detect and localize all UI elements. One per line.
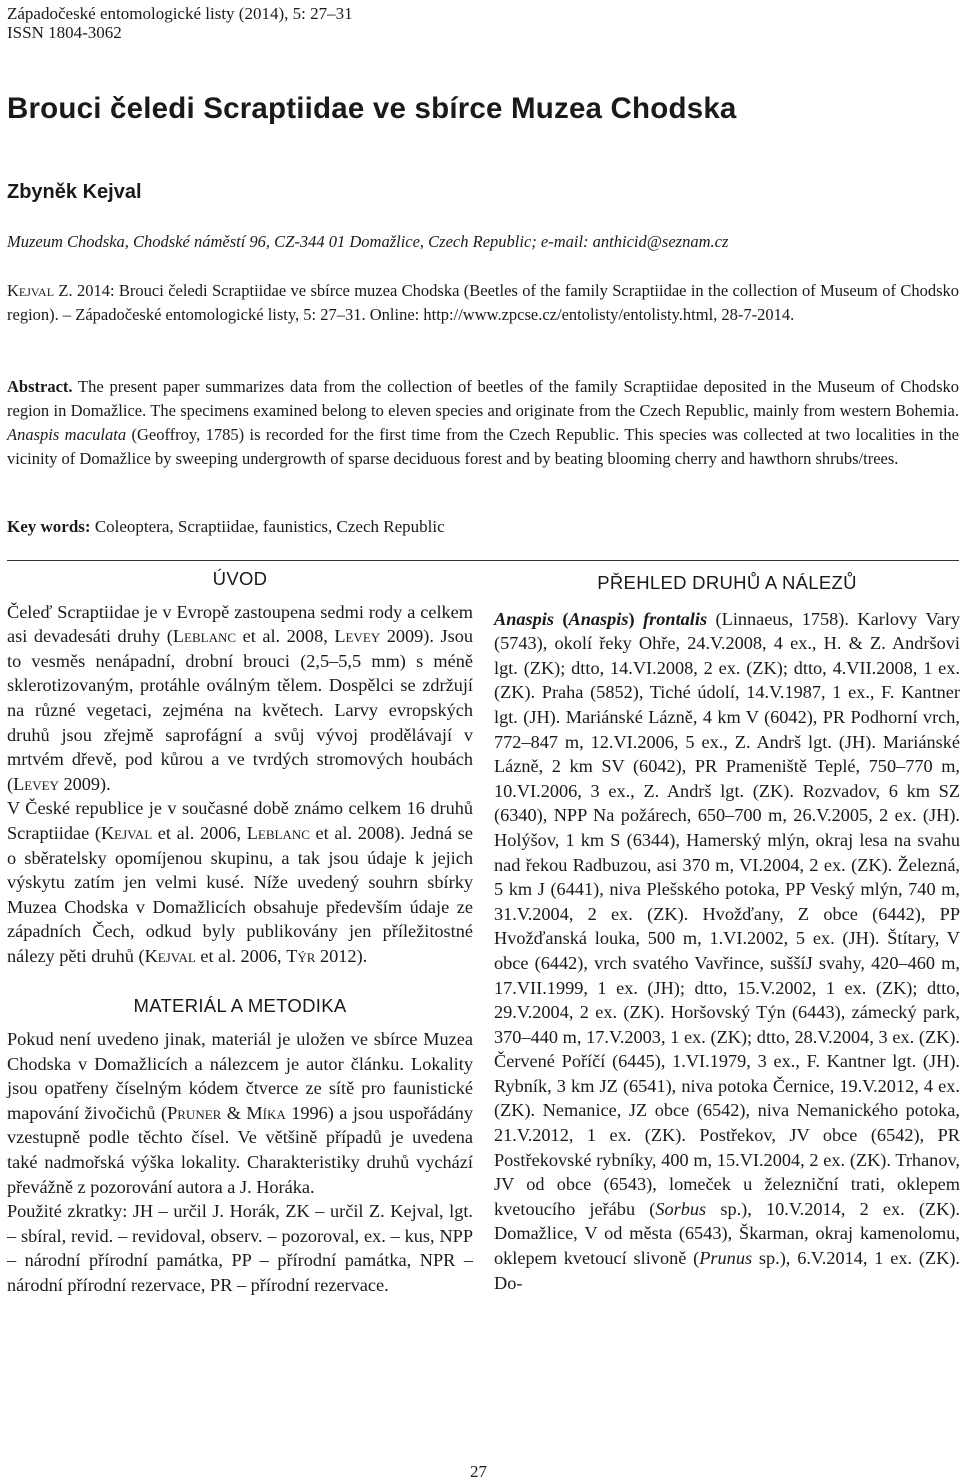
methods-p1-amp: & (221, 1102, 247, 1123)
records-text-3: sp.), 6.V.2014, 1 ex. (ZK). Do- (494, 1248, 960, 1293)
intro-p1-text-c: 2009). Jsou to vesměs nenápadní, drobní brouci (2,5–5,5 mm) s méně sklerotizovaným, protáhle oválným tělem. Dospělci se zdržují na různé vegetaci, zejména na květech. Larvy evropských druhů jsou zřejmě saprofágní a svůj vývoj prodělávají v mrtvém dřevě, pod kůrou a ve tvrdých stromových houbách ( (7, 626, 473, 794)
journal-header (7, 4, 353, 42)
records-text-1: (Linnaeus, 1758). Karlovy Vary (5743), okolí řeky Ohře, 24.V.2008, 4 ex., H. & Z. Andršovi lgt. (ZK); dtto, 14.VI.2008, 2 ex. (ZK); dtto, 4.VII.2008, 1 ex. (ZK). Praha (5852), Tiché údolí, 14.V.1987, 1 ex., F. Kantner lgt. (JH). Mariánské Lázně, 4 km V (6042), PR Podhorní vrch, 772–847 m, 12.VI.2006, 5 ex., Z. Andrš lgt. (JH). Mariánské Lázně, 2 km SV (6042), PR Prameniště Teplé, 750–770 m, 10.VI.2006, 3 ex., Z. Andrš lgt. (ZK). Rozvadov, 6 km SZ (6340), NPP Na požárech, 650–700 m, 26.V.2005, 2 ex. (JH). Holýšov, 1 km S (6344), Hamerský mlýn, okraj lesa na svahu nad řekou Radbuzou, asi 370 m, VI.2004, 2 ex. (ZK). Železná, 5 km J (6441), niva Plešského potoka, PP Veský mlýn, 740 m, 31.V.2004, 2 ex. (ZK). Hvožďany, Z obce (6442), PP Hvožďanská louka, 500 m, 1.VI.2002, 5 ex. (JH). Štítary, V obce (6442), vrch svatého Vavřince, suššíJ svahy, 420–460 m, 17.VII.1999, 1 ex. (JH); dtto, 15.V.2002, 1 ex. (ZK); dtto, 29.V.2004, 2 ex. (ZK). Horšovský Týn (6443), zámecký park, 370–440 m, 17.V.2003, 1 ex. (ZK); dtto, 28.V.2004, 3 ex. (ZK). Červené Poříčí (6445), 1.VI.1979, 3 ex., F. Kantner lgt. (JH). Rybník, 3 km JZ (6541), niva potoka Černice, 19.V.2012, 4 ex. (ZK). Nemanice, JZ obce (6542), niva Nemanického potoka, 21.V.2012, 1 ex. (ZK). Postřekov, JV obce (6542), PR Postřekovské rybníky, 400 m, 15.VI.2004, 2 ex. (ZK). Trhanov, JV od obce (6543), lomeček u železniční trati, oklepem kvetoucího jeřábu ( (494, 608, 960, 1219)
intro-p1-text-d: 2009). (58, 773, 111, 794)
right-column (494, 560, 960, 1295)
methods-paragraph-1 (7, 1027, 473, 1199)
ref-leblanc: Leblanc (246, 822, 310, 843)
intro-paragraph-1 (7, 600, 473, 797)
plant-prunus: Prunus (699, 1248, 753, 1269)
ref-mika: Míka (246, 1102, 286, 1123)
abstract-species: Anaspis maculata (7, 425, 127, 444)
citation-author: Kejval (7, 281, 55, 300)
species-paren-open: ( (553, 608, 569, 629)
overview-heading: PŘEHLED DRUHŮ A NÁLEZŮ (597, 572, 857, 593)
author-name: Zbyněk Kejval (7, 181, 142, 203)
intro-paragraph-2 (7, 796, 473, 968)
species-epithet: frontalis (643, 608, 708, 629)
intro-heading: ÚVOD (212, 568, 268, 589)
abstract-label: Abstract. (7, 377, 73, 396)
intro-p2-text-e: 2012). (315, 945, 368, 966)
ref-levey: Levey (13, 773, 59, 794)
citation-text: Z. 2014: Brouci čeledi Scraptiidae ve sbírce muzea Chodska (Beetles of the family Scraptiidae in the collection of Museum of Chodsko region). – Západočeské entomologické listy, 5: 27–31. Online: http://www.zpcse.cz/entolisty/entolisty.html, 28-7-2014. (7, 281, 959, 324)
abstract (7, 375, 959, 471)
keywords-label: Key words: (7, 517, 91, 536)
ref-pruner: Pruner (167, 1102, 222, 1123)
keywords-text: Coleoptera, Scraptiidae, faunistics, Czech Republic (90, 517, 445, 536)
author-affiliation: Muzeum Chodska, Chodské náměstí 96, CZ-344 01 Domažlice, Czech Republic; e-mail: anthicid@seznam.cz (7, 232, 729, 251)
intro-p1-text-b: et al. 2008, (236, 626, 335, 647)
species-paren-close: ) (628, 608, 644, 629)
methods-paragraph-2: Použité zkratky: JH – určil J. Horák, ZK – určil Z. Kejval, lgt. – sbíral, revid. – revidoval, observ. – pozoroval, ex. – kus, NPP – národní přírodní památka, PP – přírodní památka, NPR – národní přírodní rezervace, PR – přírodní rezervace. (7, 1201, 473, 1296)
left-column (7, 560, 473, 1298)
methods-p1-text-a: Pokud není uvedeno jinak, materiál je uložen ve sbírce Muzea Chodska v Domažlicích a nálezcem je autor článku. Lokality jsou opatřeny číselným kódem čtverce ze sítě pro faunistické mapování živočichů ( (7, 1029, 473, 1123)
methods-p1-text-b: 1996) a jsou uspořádány vzestupně podle těchto čísel. Ve většině případů je uvedena také nadmořská výška lokality. Charakteristiky druhů vychází převážně z pozorování autora a J. Horáka. (7, 1102, 473, 1197)
issn-line: ISSN 1804-3062 (7, 23, 122, 42)
ref-levey: Levey (334, 626, 381, 647)
ref-kejval: Kejval (100, 822, 153, 843)
article-title: Brouci čeledi Scraptiidae ve sbírce Muzea Chodska (7, 92, 737, 125)
journal-citation-line: Západočeské entomologické listy (2014), 5: 27–31 (7, 4, 353, 23)
bibliographic-citation (7, 279, 959, 327)
ref-kejval: Kejval (144, 945, 196, 966)
intro-p2-text-a: V České republice je v současné době známo celkem 16 druhů Scraptiidae ( (7, 798, 473, 843)
intro-p2-text-c: et al. 2008). Jedná se o sběratelsky opomíjenou skupinu, a tak jsou údaje k jejich výskytu zatím jen velmi kusé. Níže uvedený souhrn sbírky Muzea Chodska v Domažlicích obsahuje především údaje ze západních Čech, odkud byly publikovány jen příležitostné nálezy pěti druhů ( (7, 822, 473, 966)
abstract-text-2: (Geoffroy, 1785) is recorded for the first time from the Czech Republic. This species was collected at two localities in the vicinity of Domažlice by sweeping undergrowth of sparse deciduous forest and by beating blooming cherry and hawthorn shrubs/trees. (7, 425, 959, 468)
keywords (7, 517, 445, 537)
ref-tyr: Týr (286, 945, 316, 966)
abstract-text-1: The present paper summarizes data from the collection of beetles of the family Scraptiidae deposited in the Museum of Chodsko region in Domažlice. The specimens examined belong to eleven species and originate from the Czech Republic, mainly from western Bohemia. (7, 377, 959, 420)
page-number: 27 (470, 1462, 487, 1481)
plant-sorbus: Sorbus (655, 1198, 707, 1219)
species-record-anaspis-frontalis (494, 607, 960, 1296)
ref-leblanc: Leblanc (172, 626, 237, 647)
species-subgenus: Anaspis (568, 608, 629, 629)
species-genus: Anaspis (494, 608, 554, 629)
intro-p1-text-a: Čeleď Scraptiidae je v Evropě zastoupena sedmi rody a celkem asi devadesáti druhy ( (7, 601, 473, 647)
methods-heading: MATERIÁL A METODIKA (133, 994, 347, 1016)
records-text-2: sp.), 10.V.2014, 2 ex. (ZK). Domažlice, V od města (6543), Škarman, okraj kamenolomu, oklepem kvetoucí slivoně ( (494, 1198, 960, 1269)
intro-p2-text-d: et al. 2006, (195, 945, 287, 966)
intro-p2-text-b: et al. 2006, (152, 822, 247, 843)
